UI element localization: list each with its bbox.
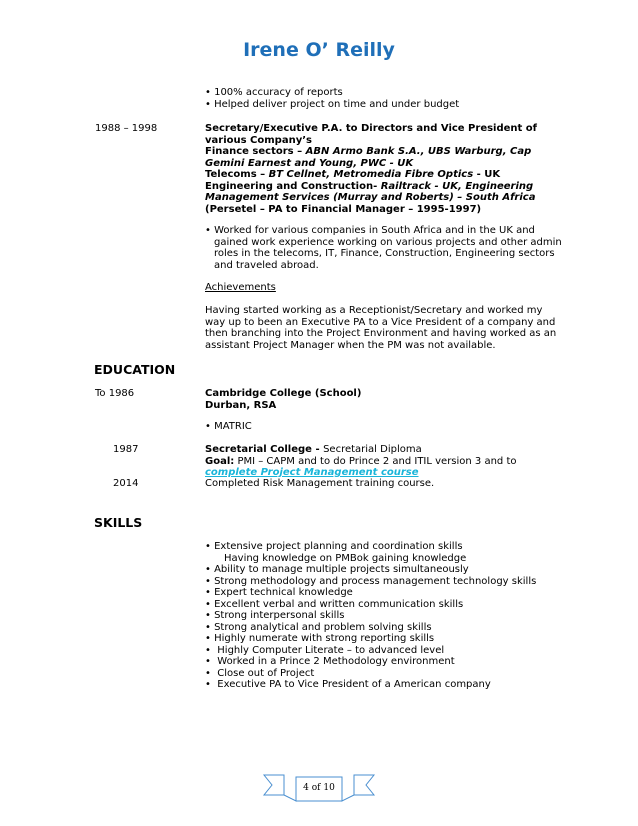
list-item: • Helped deliver project on time and under budget bbox=[205, 99, 555, 111]
page-number: 4 of 10 bbox=[303, 783, 335, 793]
education-bullet: • MATRIC bbox=[205, 421, 555, 433]
telecom-sector: Telecoms – BT Cellnet, Metromedia Fibre Optics - UK bbox=[205, 169, 501, 180]
list-item: • Extensive project planning and coordination skills bbox=[205, 541, 565, 553]
engineering-sector: Engineering and Construction- Railtrack - UK, Engineering Management Services (Murray and Roberts) – South Africa bbox=[205, 180, 536, 203]
achievements-text: Having started working as a Receptionist/Secretary and worked my way up to been an Executive PA to a Vice President of a company and then branching into the Project Environment and having worked as an assistant Project Manager when the PM was not available. bbox=[205, 305, 557, 351]
skills-list bbox=[205, 541, 565, 691]
persetel-line: (Persetel – PA to Financial Manager – 1995-1997) bbox=[205, 203, 482, 215]
list-sub-item: Having knowledge on PMBok gaining knowledge bbox=[224, 552, 467, 564]
list-item: • 100% accuracy of reports bbox=[205, 87, 555, 99]
top-bullet-list bbox=[205, 87, 555, 110]
achievements-label: Achievements bbox=[205, 282, 276, 293]
finance-sector: Finance sectors – ABN Armo Bank S.A., UBS Warburg, Cap Gemini Earnest and Young, PWC - UK bbox=[205, 146, 532, 169]
education-date-3: 2014 bbox=[113, 478, 139, 489]
education-heading: EDUCATION bbox=[94, 362, 176, 377]
resume-name: Irene O’ Reilly bbox=[243, 39, 395, 61]
list-item: • Strong analytical and problem solving skills bbox=[205, 622, 565, 634]
list-item: • Excellent verbal and written communication skills bbox=[205, 599, 565, 611]
education-text-3: Completed Risk Management training course. bbox=[205, 478, 435, 489]
experience-bullet: • Worked for various companies in South Africa and in the UK and gained work experience working on various projects and other admin roles in the telecoms, IT, Finance, Construction, Engineering sectors and traveled abroad. bbox=[205, 225, 565, 271]
education-school-1: Cambridge College (School) Durban, RSA bbox=[205, 388, 362, 411]
goal-link[interactable]: complete Project Management course bbox=[205, 467, 419, 478]
list-item: • Strong interpersonal skills bbox=[205, 610, 565, 622]
job-title: Secretary/Executive P.A. to Directors and Vice President of various Company’s bbox=[205, 123, 538, 146]
education-date-1: To 1986 bbox=[95, 388, 135, 399]
list-item: • Strong methodology and process management technology skills bbox=[205, 576, 565, 588]
list-item: • Highly numerate with strong reporting skills bbox=[205, 633, 565, 645]
list-item: • Ability to manage multiple projects simultaneously bbox=[205, 564, 565, 576]
list-item: • Expert technical knowledge bbox=[205, 587, 565, 599]
list-item: • Close out of Project bbox=[205, 668, 565, 680]
list-item: • Highly Computer Literate – to advanced level bbox=[205, 645, 565, 657]
experience-dates: 1988 – 1998 bbox=[95, 123, 158, 134]
education-school-2: Secretarial College - Secretarial Diploma Goal: PMI – CAPM and to do Prince 2 and ITIL version 3 and to complete Project Management course bbox=[205, 444, 565, 479]
experience-block bbox=[205, 123, 565, 215]
education-date-2: 1987 bbox=[113, 444, 139, 455]
list-item: • Worked in a Prince 2 Methodology environment bbox=[205, 656, 565, 668]
list-item: • Executive PA to Vice President of a American company bbox=[205, 679, 565, 691]
skills-heading: SKILLS bbox=[94, 515, 143, 530]
